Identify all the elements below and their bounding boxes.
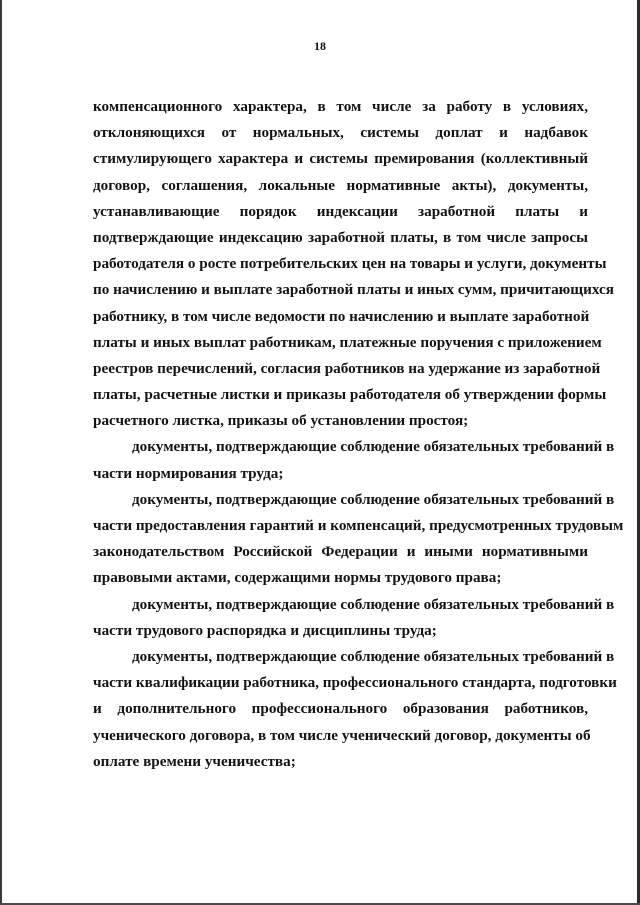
text-line: договор, соглашения, локальные нормативные акты), документы, [93,176,588,194]
paragraph-start-line: документы, подтверждающие соблюдение обязательных требований в [132,490,615,508]
text-line: работодателя о росте потребительских цен на товары и услуги, документы [93,255,607,273]
text-line: отклоняющихся от нормальных, системы доплат и надбавок [93,124,588,142]
text-line: правовыми актами, содержащими нормы трудового права; [93,569,502,587]
text-line: подтверждающие индексацию заработной платы, в том числе запросы [93,228,588,246]
text-line: расчетного листка, приказы об установлении простоя; [93,412,469,430]
text-line: оплате времени ученичества; [93,752,296,770]
text-line: компенсационного характера, в том числе за работу в условиях, [93,98,588,115]
text-line: платы, расчетные листки и приказы работодателя об утверждении формы [93,386,607,404]
text-line: работнику, в том числе ведомости по начислению и выплате заработной [93,307,590,325]
text-line: части трудового распорядка и дисциплины труда; [93,621,437,639]
text-line: части нормирования труда; [93,464,284,482]
text-line: ученического договора, в том числе ученический договор, документы об [93,726,591,744]
paragraph-start-line: документы, подтверждающие соблюдение обязательных требований в [132,647,615,665]
text-line: реестров перечислений, согласия работников на удержание из заработной [93,359,601,377]
paragraph-start-line: документы, подтверждающие соблюдение обязательных требований в [132,595,615,613]
paragraph-start-line: документы, подтверждающие соблюдение обязательных требований в [132,438,615,456]
text-line: устанавливающие порядок индексации заработной платы и [93,202,588,220]
page-number: 18 [314,39,326,53]
scan-edge-left [0,0,2,905]
text-line: и дополнительного профессионального образования работников, [93,700,588,718]
text-line: законодательством Российской Федерации и иными нормативными [93,543,588,561]
text-line: части квалификации работника, профессионального стандарта, подготовки [93,674,617,692]
text-line: части предоставления гарантий и компенсаций, предусмотренных трудовым [93,517,624,534]
text-line: по начислению и выплате заработной платы и иных сумм, причитающихся [93,281,614,299]
text-line: стимулирующего характера и системы премирования (коллективный [93,150,588,168]
body-text [93,94,624,775]
text-line: платы и иных выплат работникам, платежные поручения с приложением [93,333,602,351]
